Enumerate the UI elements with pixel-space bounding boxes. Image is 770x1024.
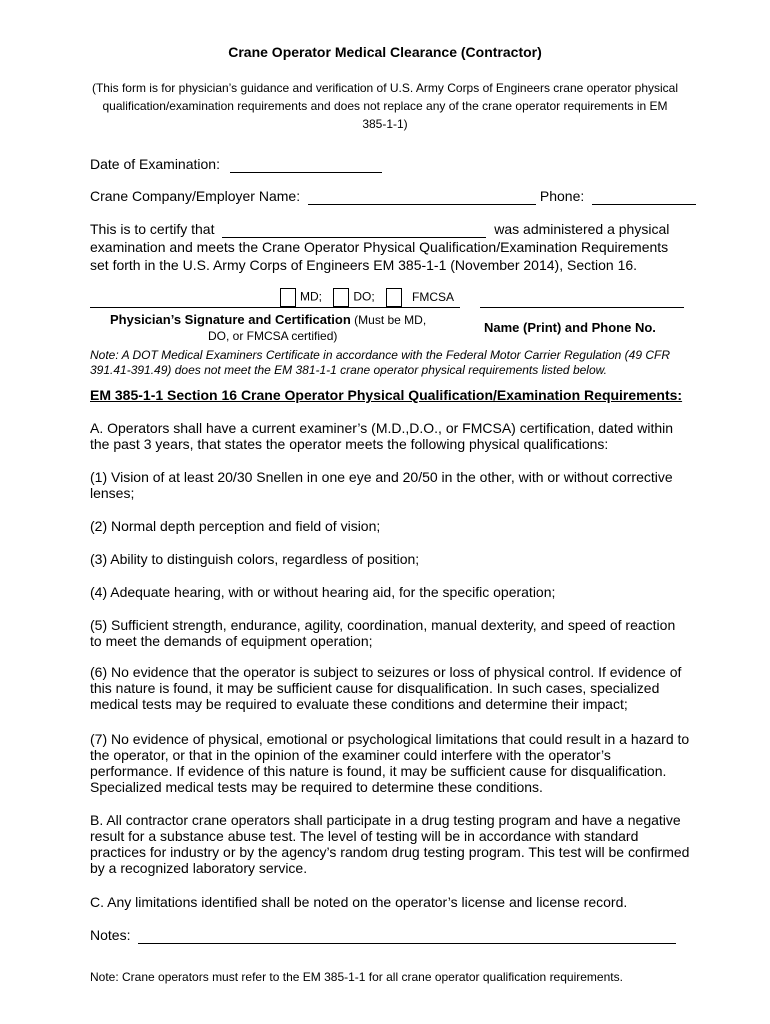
name-phone-caption: Name (Print) and Phone No. <box>484 320 656 335</box>
certify-line-3: set forth in the U.S. Army Corps of Engineers EM 385-1-1 (November 2014), Section 16. <box>90 257 638 273</box>
date-label: Date of Examination: <box>90 156 220 172</box>
para-c: C. Any limitations identified shall be noted on the operator’s license and license record. <box>90 894 628 910</box>
dot-note: Note: A DOT Medical Examiners Certificate in accordance with the Federal Motor Carrier Regulation (49 CFR 391.41-391.49) does not meet the EM 381-1-1 crane operator physical requirements listed below. <box>90 348 670 377</box>
certification-options <box>280 288 454 307</box>
do-label: DO; <box>353 289 375 304</box>
para-6: (6) No evidence that the operator is subject to seizures or loss of physical control. If evidence of this nature is found, it may be sufficient cause for disqualification. In such cases, specialized medical tests may be required to evaluate these conditions and determine their impact; <box>90 664 682 712</box>
para-5: (5) Sufficient strength, endurance, agility, coordination, manual dexterity, and speed of reaction to meet the demands of equipment operation; <box>90 617 676 649</box>
notes-label: Notes: <box>90 927 131 943</box>
certify-suffix: was administered a physical <box>494 221 670 237</box>
signature-caption-rest: (Must be MD, <box>354 313 427 327</box>
para-a: A. Operators shall have a current examiner’s (M.D.,D.O., or FMCSA) certification, dated within the past 3 years, that states the operator meets the following physical qualifications: <box>90 420 674 452</box>
footer-note: Note: Crane operators must refer to the EM 385-1-1 for all crane operator qualification requirements. <box>90 970 623 984</box>
fmcsa-label: FMCSA <box>412 289 455 304</box>
certify-prefix: This is to certify that <box>90 221 215 237</box>
employer-label: Crane Company/Employer Name: <box>90 188 301 204</box>
signature-caption-line2: DO, or FMCSA certified) <box>208 329 338 343</box>
section-heading: EM 385-1-1 Section 16 Crane Operator Physical Qualification/Examination Requirements: <box>90 387 683 403</box>
do-checkbox[interactable] <box>333 288 349 307</box>
options-underline <box>278 307 460 308</box>
signature-caption-bold: Physician’s Signature and Certification <box>110 312 351 327</box>
signature-caption <box>110 312 426 327</box>
md-checkbox[interactable] <box>280 288 296 307</box>
para-1: (1) Vision of at least 20/30 Snellen in one eye and 20/50 in the other, with or without corrective lenses; <box>90 469 673 501</box>
notes-row <box>90 926 676 944</box>
para-3: (3) Ability to distinguish colors, regardless of position; <box>90 551 420 567</box>
para-4: (4) Adequate hearing, with or without hearing aid, for the specific operation; <box>90 584 556 600</box>
md-label: MD; <box>300 289 322 304</box>
date-row <box>90 155 382 173</box>
date-field[interactable] <box>230 158 382 173</box>
phone-field[interactable] <box>592 190 696 205</box>
page-title: Crane Operator Medical Clearance (Contractor) <box>228 44 542 60</box>
notes-field[interactable] <box>138 929 676 944</box>
certify-line-2: examination and meets the Crane Operator Physical Qualification/Examination Requirements <box>90 239 669 255</box>
employer-field[interactable] <box>308 190 536 205</box>
fmcsa-checkbox[interactable] <box>386 288 402 307</box>
para-2: (2) Normal depth perception and field of vision; <box>90 518 381 534</box>
signature-line[interactable] <box>90 307 278 308</box>
para-b: B. All contractor crane operators shall participate in a drug testing program and have a negative result for a substance abuse test. The level of testing will be in accordance with standard practices for industry or by the agency’s random drug testing program. This test will be confirmed by a recognized laboratory service. <box>90 812 690 876</box>
certify-block <box>90 220 690 274</box>
employer-row <box>90 187 696 205</box>
name-phone-line[interactable] <box>480 307 684 308</box>
para-7: (7) No evidence of physical, emotional or psychological limitations that could result in a hazard to the operator, or that in the opinion of the examiner could interfere with the operator’s performance. If evidence of this nature is found, it may be sufficient cause for disqualification. Specialized medical tests may be required to determine these conditions. <box>90 731 690 795</box>
phone-label: Phone: <box>539 188 585 204</box>
certified-name-field[interactable] <box>222 223 486 238</box>
form-subtitle: (This form is for physician’s guidance and verification of U.S. Army Corps of Engineers crane operator physical qualification/examination requirements and does not replace any of the crane operator requirements in EM 385-1-1) <box>91 81 679 131</box>
